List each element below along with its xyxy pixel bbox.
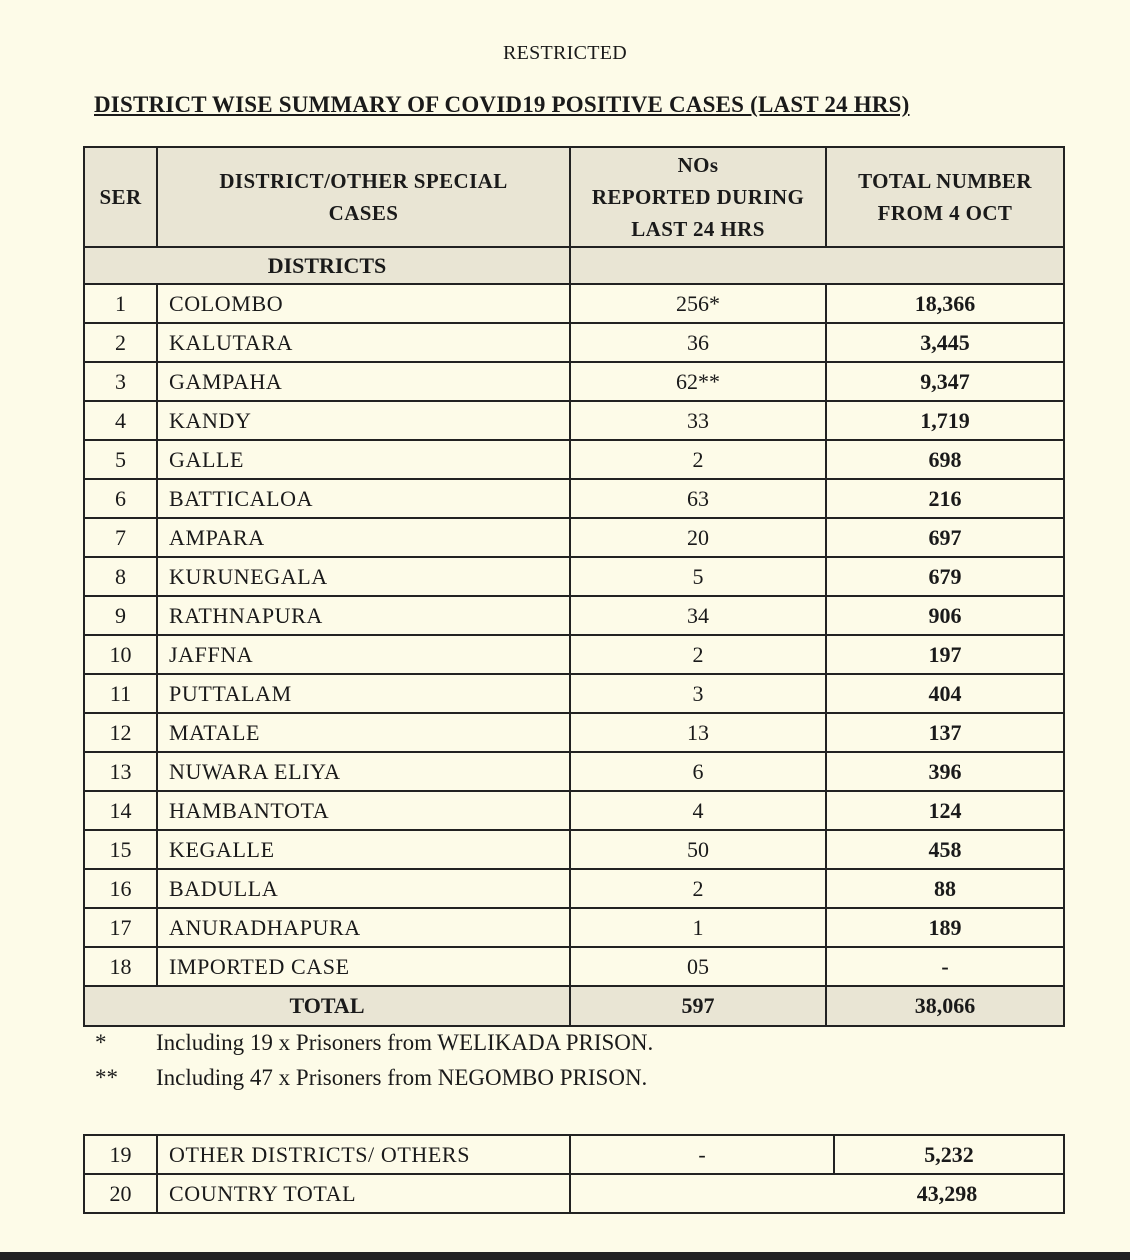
table-row xyxy=(84,1135,1064,1174)
extra-total: 5,232 xyxy=(834,1135,1064,1174)
cell-district: MATALE xyxy=(157,713,570,752)
cell-district: BATTICALOA xyxy=(157,479,570,518)
cell-ser: 16 xyxy=(84,869,157,908)
cell-total: 458 xyxy=(826,830,1064,869)
cell-ser: 15 xyxy=(84,830,157,869)
header-total-line2: FROM 4 OCT xyxy=(877,201,1013,225)
cell-total: 404 xyxy=(826,674,1064,713)
cell-total: 216 xyxy=(826,479,1064,518)
cell-total: 679 xyxy=(826,557,1064,596)
table-row xyxy=(84,557,1064,596)
table-row xyxy=(84,830,1064,869)
table-row xyxy=(84,596,1064,635)
table-row xyxy=(84,791,1064,830)
cell-district: RATHNAPURA xyxy=(157,596,570,635)
cell-reported: 05 xyxy=(570,947,826,986)
cell-reported: 6 xyxy=(570,752,826,791)
cell-total: 1,719 xyxy=(826,401,1064,440)
table-row xyxy=(84,362,1064,401)
cell-ser: 18 xyxy=(84,947,157,986)
header-reported xyxy=(570,147,826,247)
cell-ser: 2 xyxy=(84,323,157,362)
classification-label: RESTRICTED xyxy=(502,42,628,64)
cell-ser: 11 xyxy=(84,674,157,713)
header-reported-line1: NOs xyxy=(677,153,719,177)
table-row xyxy=(84,752,1064,791)
cell-district: ANURADHAPURA xyxy=(157,908,570,947)
header-district-line2: CASES xyxy=(328,201,399,225)
page-bottom-edge xyxy=(0,1252,1130,1260)
table-row xyxy=(84,323,1064,362)
cell-district: HAMBANTOTA xyxy=(157,791,570,830)
cell-total: 137 xyxy=(826,713,1064,752)
cell-total: 9,347 xyxy=(826,362,1064,401)
cell-reported: 63 xyxy=(570,479,826,518)
cell-reported: 256* xyxy=(570,284,826,323)
table-row xyxy=(84,440,1064,479)
cell-ser: 7 xyxy=(84,518,157,557)
cell-reported: 13 xyxy=(570,713,826,752)
total-row xyxy=(84,986,1064,1026)
cell-ser: 3 xyxy=(84,362,157,401)
cell-district: AMPARA xyxy=(157,518,570,557)
district-rows xyxy=(84,284,1064,986)
cell-ser: 1 xyxy=(84,284,157,323)
cell-district: PUTTALAM xyxy=(157,674,570,713)
extra-ser: 20 xyxy=(84,1174,157,1213)
table-row xyxy=(84,518,1064,557)
cell-total: 88 xyxy=(826,869,1064,908)
cell-total: 697 xyxy=(826,518,1064,557)
header-district-line1: DISTRICT/OTHER SPECIAL xyxy=(219,169,508,193)
cell-ser: 12 xyxy=(84,713,157,752)
cell-total: 18,366 xyxy=(826,284,1064,323)
district-summary-table xyxy=(83,146,1065,1027)
cell-total: 189 xyxy=(826,908,1064,947)
cell-district: KURUNEGALA xyxy=(157,557,570,596)
section-row-districts xyxy=(84,247,1064,284)
cell-district: IMPORTED CASE xyxy=(157,947,570,986)
cell-reported: 20 xyxy=(570,518,826,557)
footnote-2-text: Including 47 x Prisoners from NEGOMBO PRISON. xyxy=(156,1065,648,1090)
cell-reported: 5 xyxy=(570,557,826,596)
extra-district: OTHER DISTRICTS/ OTHERS xyxy=(157,1135,570,1174)
other-totals-table xyxy=(83,1134,1065,1214)
total-label: TOTAL xyxy=(84,986,570,1026)
header-reported-line2: REPORTED DURING xyxy=(591,185,805,209)
cell-district: JAFFNA xyxy=(157,635,570,674)
cell-district: GAMPAHA xyxy=(157,362,570,401)
footnote-1-mark: * xyxy=(95,1030,107,1055)
table-row xyxy=(84,674,1064,713)
cell-district: KEGALLE xyxy=(157,830,570,869)
header-ser: SER xyxy=(84,147,157,247)
cell-ser: 5 xyxy=(84,440,157,479)
table-row xyxy=(84,947,1064,986)
extra-district: COUNTRY TOTAL xyxy=(157,1174,570,1213)
cell-ser: 6 xyxy=(84,479,157,518)
cell-district: KALUTARA xyxy=(157,323,570,362)
cell-reported: 1 xyxy=(570,908,826,947)
cell-ser: 17 xyxy=(84,908,157,947)
cell-ser: 9 xyxy=(84,596,157,635)
footnote-2 xyxy=(95,1065,895,1095)
cell-ser: 10 xyxy=(84,635,157,674)
cell-district: GALLE xyxy=(157,440,570,479)
cell-district: KANDY xyxy=(157,401,570,440)
cell-reported: 2 xyxy=(570,869,826,908)
cell-ser: 8 xyxy=(84,557,157,596)
table-row xyxy=(84,479,1064,518)
cell-reported: 4 xyxy=(570,791,826,830)
cell-total: 124 xyxy=(826,791,1064,830)
cell-total: - xyxy=(826,947,1064,986)
extra-country-total: 43,298 xyxy=(570,1174,1064,1213)
table-header-row xyxy=(84,147,1064,247)
cell-reported: 3 xyxy=(570,674,826,713)
cell-total: 396 xyxy=(826,752,1064,791)
footnote-2-mark: ** xyxy=(95,1065,118,1090)
table-row xyxy=(84,869,1064,908)
header-district xyxy=(157,147,570,247)
table-row xyxy=(84,908,1064,947)
cell-ser: 14 xyxy=(84,791,157,830)
cell-total: 698 xyxy=(826,440,1064,479)
cell-reported: 36 xyxy=(570,323,826,362)
total-cumulative: 38,066 xyxy=(826,986,1064,1026)
table-row xyxy=(84,635,1064,674)
cell-ser: 4 xyxy=(84,401,157,440)
extra-ser: 19 xyxy=(84,1135,157,1174)
footnote-1-text: Including 19 x Prisoners from WELIKADA PRISON. xyxy=(156,1030,654,1055)
cell-total: 3,445 xyxy=(826,323,1064,362)
header-total-line1: TOTAL NUMBER xyxy=(858,169,1032,193)
section-blank-cell xyxy=(570,247,1064,284)
document-title: DISTRICT WISE SUMMARY OF COVID19 POSITIVE CASES (LAST 24 HRS) xyxy=(94,92,910,117)
footnote-1 xyxy=(95,1030,895,1060)
table-row xyxy=(84,284,1064,323)
cell-district: BADULLA xyxy=(157,869,570,908)
cell-reported: 34 xyxy=(570,596,826,635)
table-row xyxy=(84,1174,1064,1213)
table-row xyxy=(84,401,1064,440)
cell-total: 197 xyxy=(826,635,1064,674)
cell-district: COLOMBO xyxy=(157,284,570,323)
extra-reported: - xyxy=(570,1135,834,1174)
header-total xyxy=(826,147,1064,247)
table-row xyxy=(84,713,1064,752)
cell-total: 906 xyxy=(826,596,1064,635)
cell-ser: 13 xyxy=(84,752,157,791)
header-reported-line3: LAST 24 HRS xyxy=(631,217,765,241)
cell-reported: 33 xyxy=(570,401,826,440)
total-reported: 597 xyxy=(570,986,826,1026)
cell-reported: 50 xyxy=(570,830,826,869)
cell-reported: 2 xyxy=(570,635,826,674)
section-label: DISTRICTS xyxy=(84,247,570,284)
cell-reported: 2 xyxy=(570,440,826,479)
cell-district: NUWARA ELIYA xyxy=(157,752,570,791)
cell-reported: 62** xyxy=(570,362,826,401)
